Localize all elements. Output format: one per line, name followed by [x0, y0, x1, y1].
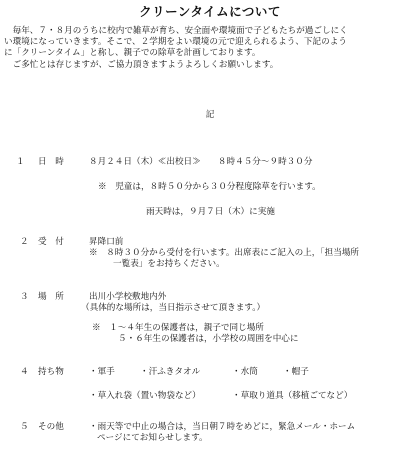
section-number: ２ — [20, 237, 29, 247]
section-label: 持ち物 — [38, 367, 64, 377]
intro-paragraph — [4, 26, 417, 71]
ki-heading: 記 — [205, 110, 215, 120]
section-value: 出川小学校敷地内外 — [89, 292, 167, 302]
belonging-item: ・帽子 — [283, 367, 309, 377]
section-label: その他 — [38, 422, 64, 432]
belonging-item: ・軍手 — [89, 367, 115, 377]
belonging-item: ・草取り道具（移植ごてなど） — [232, 391, 353, 401]
section-label: 日 時 — [38, 157, 64, 167]
intro-line: 毎年、７・８月のうちに校内で雑草が育ち、安全面や環境面で子どもたちが過ごしにく — [4, 26, 348, 36]
section-label: 受 付 — [38, 237, 64, 247]
section-note: ※ １～４年生の保護者は，親子で同じ場所 — [92, 323, 264, 333]
section-note: ※ ８時３０分から受付を行います。出席表にご記入の上，「担当場所 — [89, 248, 360, 258]
section-note: ５・６年生の保護者は，小学校の周囲を中心に — [118, 334, 299, 344]
belonging-item: ・水筒 — [232, 367, 258, 377]
belonging-item: ・汗ふきタオル — [140, 367, 201, 377]
section-value: 昇降口前 — [89, 237, 124, 247]
section-number: ３ — [20, 292, 29, 302]
section-value: ・雨天等で中止の場合は，当日朝７時をめどに，緊急メール・ホーム — [89, 422, 356, 432]
section-value: ページにてお知らせします。 — [97, 433, 208, 443]
section-note: ※ 児童は，８時５０分から３０分程度除草を行います。 — [98, 182, 321, 192]
rain-note: 雨天時は，９月７日（木）に実施 — [146, 207, 275, 217]
section-sub: （具体的な場所は，当日指示させて頂きます。） — [81, 303, 266, 313]
section-number: ４ — [20, 367, 29, 377]
intro-line: い環境になっていきます。そこで、２学期をよい環境の元で迎えられるよう、下記のよう — [4, 37, 347, 48]
intro-line: ご多忙とは存じますが、ご協力頂きますようよろしくお願いします。 — [4, 59, 279, 70]
document-title: クリーンタイムについて — [139, 4, 281, 19]
section-note: 一覧表」をお持ちください。 — [113, 259, 225, 269]
section-label: 場 所 — [38, 292, 64, 302]
section-value: ８月２４日（木）≪出校日≫ ８時４５分～９時３０分 — [89, 157, 313, 167]
belonging-item: ・草入れ袋（置い物袋など） — [89, 391, 201, 401]
section-number: １ — [16, 157, 25, 167]
intro-line: に「クリーンタイム」と称し、親子での除草を計画しております。 — [4, 48, 261, 59]
section-number: ５ — [20, 422, 29, 432]
